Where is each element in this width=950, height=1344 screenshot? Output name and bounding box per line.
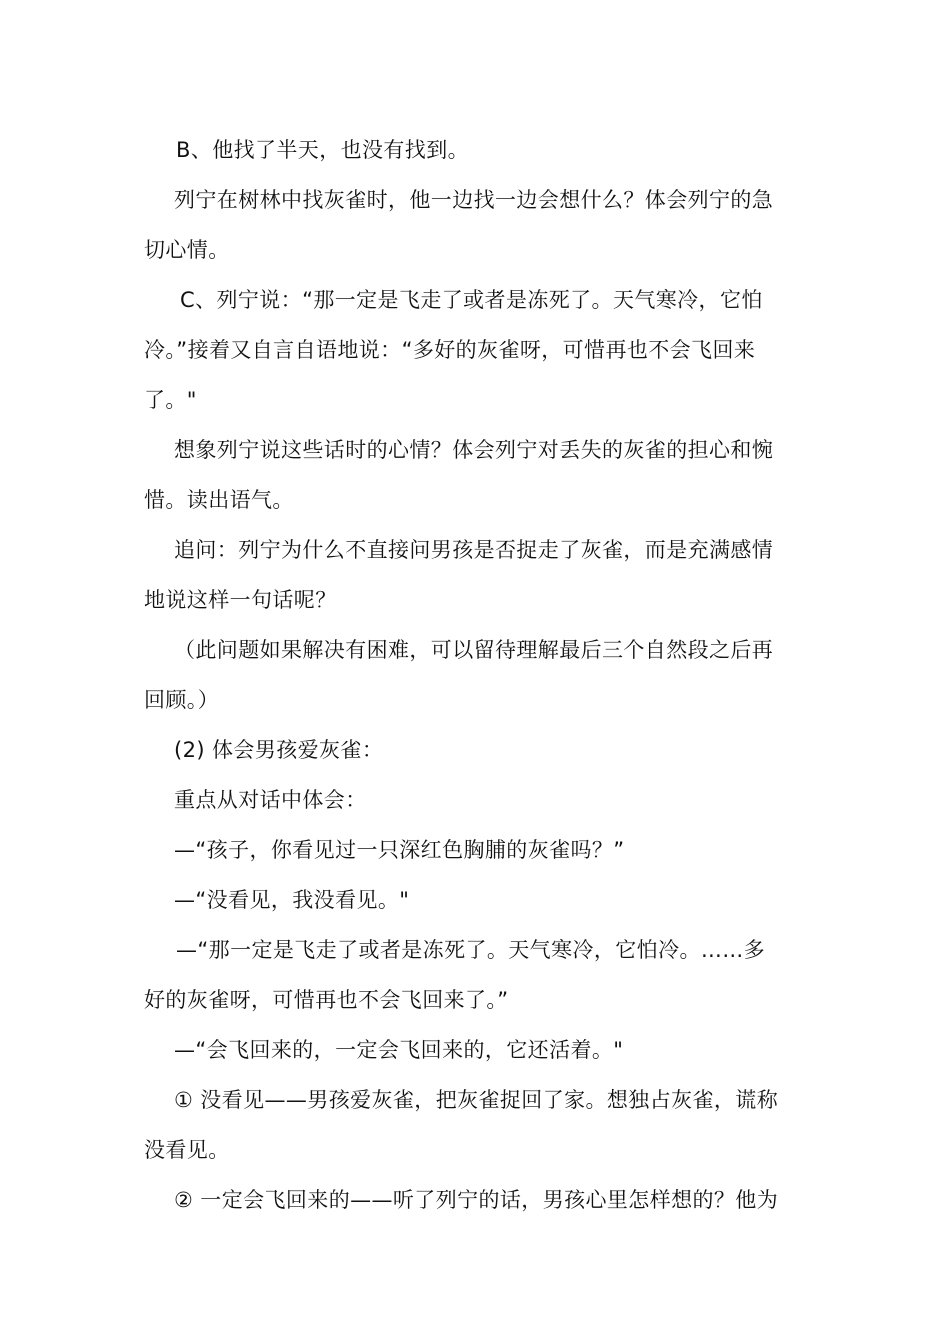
text-line: 好的灰雀呀，可惜再也不会飞回来了。” <box>144 988 509 1012</box>
text-line: 冷。”接着又自言自语地说：“多好的灰雀呀，可惜再也不会飞回来 <box>144 338 756 362</box>
text-line: —“没看见，我没看见。" <box>174 888 410 912</box>
text-line: 切心情。 <box>144 238 230 262</box>
text-line: —“那一定是飞走了或者是冻死了。天气寒冷，它怕冷。……多 <box>176 938 766 962</box>
text-line: (2) 体会男孩爱灰雀： <box>174 738 384 762</box>
text-line: —“孩子，你看见过一只深红色胸脯的灰雀吗？” <box>174 838 625 862</box>
text-line: 了。" <box>144 388 197 412</box>
text-line: 列宁在树林中找灰雀时，他一边找一边会想什么？体会列宁的急 <box>174 188 774 212</box>
text-line: ① 没看见——男孩爱灰雀，把灰雀捉回了家。想独占灰雀，谎称 <box>174 1088 779 1112</box>
text-line: 惜。读出语气。 <box>144 488 294 512</box>
text-line: —“会飞回来的，一定会飞回来的，它还活着。" <box>174 1038 624 1062</box>
text-line: B、他找了半天，也没有找到。 <box>176 138 470 162</box>
text-line: ② 一定会飞回来的——听了列宁的话，男孩心里怎样想的？他为 <box>174 1188 779 1212</box>
text-line: 地说这样一句话呢？ <box>144 588 337 612</box>
text-line: 没看见。 <box>144 1138 230 1162</box>
text-line: （此问题如果解决有困难，可以留待理解最后三个自然段之后再 <box>174 638 774 662</box>
text-line: 想象列宁说这些话时的心情？体会列宁对丢失的灰雀的担心和惋 <box>174 438 774 462</box>
text-line: 追问：列宁为什么不直接问男孩是否捉走了灰雀，而是充满感情 <box>174 538 774 562</box>
text-line: 重点从对话中体会： <box>174 788 367 812</box>
text-line: 回顾。） <box>144 688 220 712</box>
text-line: C、列宁说：“那一定是飞走了或者是冻死了。天气寒冷，它怕 <box>180 288 763 312</box>
